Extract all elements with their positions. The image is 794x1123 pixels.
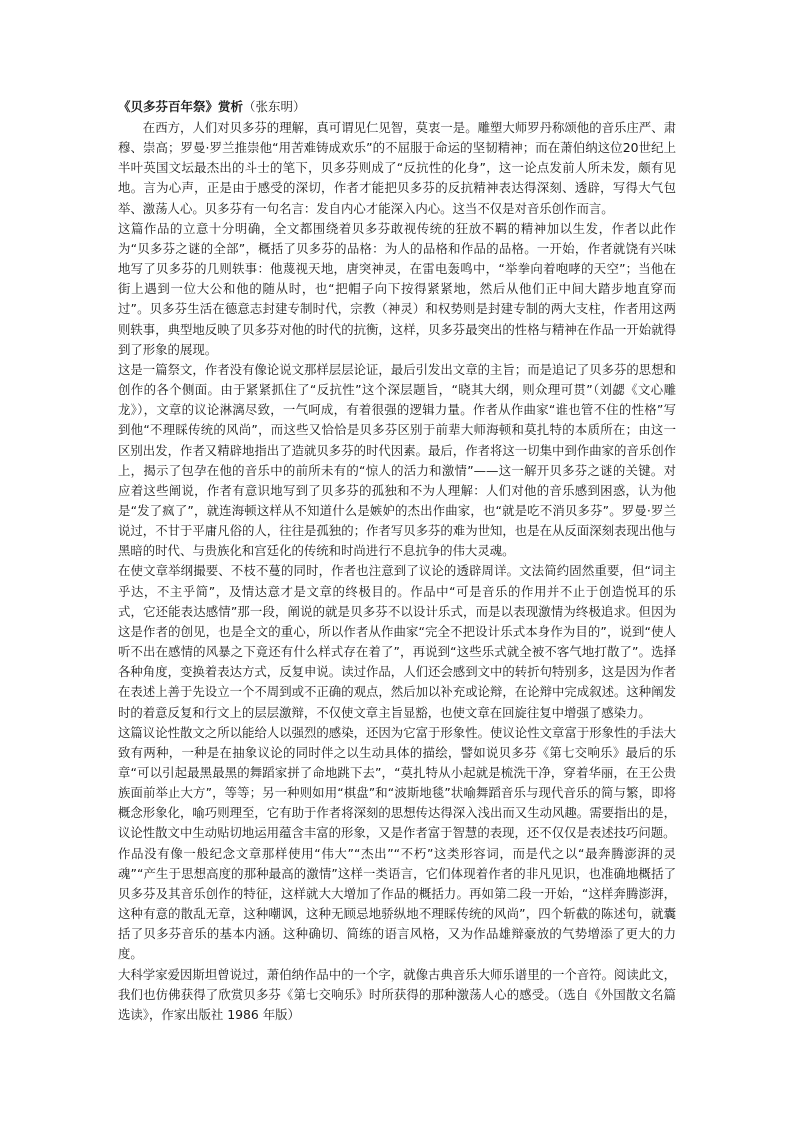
- paragraph-3: 这是一篇祭文，作者没有像论说文那样层层论证，最后引发出文章的主旨；而是追记了贝多芬的思想和创作的各个侧面。由于紧紧抓住了“反抗性”这个深层题旨，“晓其大纲，则众理可贯”（刘勰《文心雕龙》），文章的议论淋漓尽致，一气呵成，有着很强的逻辑力量。作者从作曲家“谁也管不住的性格”写到他“不理睬传统的风尚”，而这些又恰恰是贝多芬区别于前辈大师海顿和莫扎特的本质所在；由这一区别出发，作者又精辟地指出了造就贝多芬的时代因素。最后，作者将这一切集中到作曲家的音乐创作上，揭示了包孕在他的音乐中的前所未有的“惊人的活力和激情”——这一解开贝多芬之谜的关键。对应着这些阐说，作者有意识地写到了贝多芬的孤独和不为人理解：人们对他的音乐感到困惑，认为他是“发了疯了”，就连海顿这样从不知道什么是嫉妒的杰出作曲家，也“就是吃不消贝多芬”。罗曼·罗兰说过，不甘于平庸凡俗的人，往往是孤独的；作者写贝多芬的难为世知，也是在从反面深刻表现出他与黑暗的时代、与贵族化和宫廷化的传统和时尚进行不息抗争的伟大灵魂。: [118, 361, 676, 559]
- article-author: （张东明）: [243, 99, 306, 114]
- paragraph-5: 这篇议论性散文之所以能给人以强烈的感染，还因为它富于形象性。使议论性文章富于形象性的手法大致有两种，一种是在抽象议论的同时伴之以生动具体的描绘，譬如说贝多芬《第七交响乐》最后的乐章“可以引起最黑最黑的舞蹈家拼了命地跳下去”，“莫扎特从小起就是梳洗干净，穿着华丽，在王公贵族面前举止大方”，等等；另一种则如用“棋盘”和“波斯地毯”状喻舞蹈音乐与现代音乐的简与繁，即将概念形象化，喻巧则理至，它有助于作者将深刻的思想传达得深入浅出而又生动风趣。需要指出的是，议论性散文中生动贴切地运用蕴含丰富的形象，又是作者富于智慧的表现，还不仅仅是表述技巧问题。: [118, 724, 676, 841]
- paragraph-1: 在西方，人们对贝多芬的理解，真可谓见仁见智，莫衷一是。雕塑大师罗丹称颂他的音乐庄严、肃穆、崇高；罗曼·罗兰推崇他“用苦难铸成欢乐”的不屈服于命运的坚韧精神；而在萧伯纳这位20世纪上半叶英国文坛最杰出的斗士的笔下，贝多芬则成了“反抗性的化身”，这一论点发前人所未发，颇有见地。言为心声，正是由于感受的深切，作者才能把贝多芬的反抗精神表达得深刻、透辟，写得大气包举、激荡人心。贝多芬有一句名言：发自内心才能深入内心。这当不仅是对音乐创作而言。: [118, 120, 676, 216]
- paragraph-7: 大科学家爱因斯坦曾说过，萧伯纳作品中的一个字，就像古典音乐大师乐谱里的一个音符。阅读此文，我们也仿佛获得了欣赏贝多芬《第七交响乐》时所获得的那种激荡人心的感受。（选自《外国散文名篇选读》，作家出版社 1986 年版）: [118, 966, 676, 1022]
- paragraph-2: 这篇作品的立意十分明确，全文都围绕着贝多芬敢视传统的狂放不羁的精神加以生发，作者以此作为“贝多芬之谜的全部”，概括了贝多芬的品格：为人的品格和作品的品格。一开始，作者就饶有兴味地写了贝多芬的几则轶事：他蔑视天地，唐突神灵，在雷电轰鸣中，“举拳向着咆哮的天空”；当他在街上遇到一位大公和他的随从时，也“把帽子向下按得紧紧地，然后从他们正中间大踏步地直穿而过”。贝多芬生活在德意志封建专制时代，宗教（神灵）和权势则是封建专制的两大支柱，作者用这两则轶事，典型地反映了贝多芬对他的时代的抗衡，这样，贝多芬最突出的性格与精神在作品一开始就得到了形象的展现。: [118, 220, 676, 357]
- article-title: 《贝多芬百年祭》赏析: [118, 99, 244, 114]
- document-page: [118, 96, 676, 1025]
- article-heading: [118, 96, 676, 118]
- paragraph-6: 作品没有像一般纪念文章那样使用“伟大”“杰出”“不朽”这类形容词，而是代之以“最奔腾澎湃的灵魂”“产生于思想高度的那种最高的激情”这样一类语言，它们体现着作者的非凡见识，也准确地概括了贝多芬及其音乐创作的特征，这样就大大增加了作品的概括力。再如第二段一开始，“这样奔腾澎湃，这种有意的散乱无章，这种嘲讽，这种无顾忌地骄纵地不理睬传统的风尚”，四个斩截的陈述句，就囊括了贝多芬音乐的基本内涵。这种确切、简练的语言风格，又为作品雄辩豪放的气势增添了更大的力度。: [118, 845, 676, 962]
- paragraph-4: 在使文章举纲撮要、不枝不蔓的同时，作者也注意到了议论的透辟周详。文法简约固然重要，但“词主乎达，不主乎简”，及情达意才是文章的终极目的。作品中“可是音乐的作用并不止于创造悦耳的乐式，它还能表达感情”那一段，阐说的就是贝多芬不以设计乐式，而是以表现激情为终极追求。但因为这是作者的创见，也是全文的重心，所以作者从作曲家“完全不把设计乐式本身作为目的”，说到“使人听不出在感情的风暴之下竟还有什么样式存在着了”，再说到“这些乐式就全被不客气地打散了”。选择各种角度，变换着表达方式，反复申说。读过作品，人们还会感到文中的转折句特别多，这是因为作者在表述上善于先设立一个不周到或不正确的观点，然后加以补充或论辩，在论辩中完成叙述。这种阐发时的着意反复和行文上的层层激辩，不仅使文章主旨显豁，也使文章在回旋往复中增强了感染力。: [118, 563, 676, 720]
